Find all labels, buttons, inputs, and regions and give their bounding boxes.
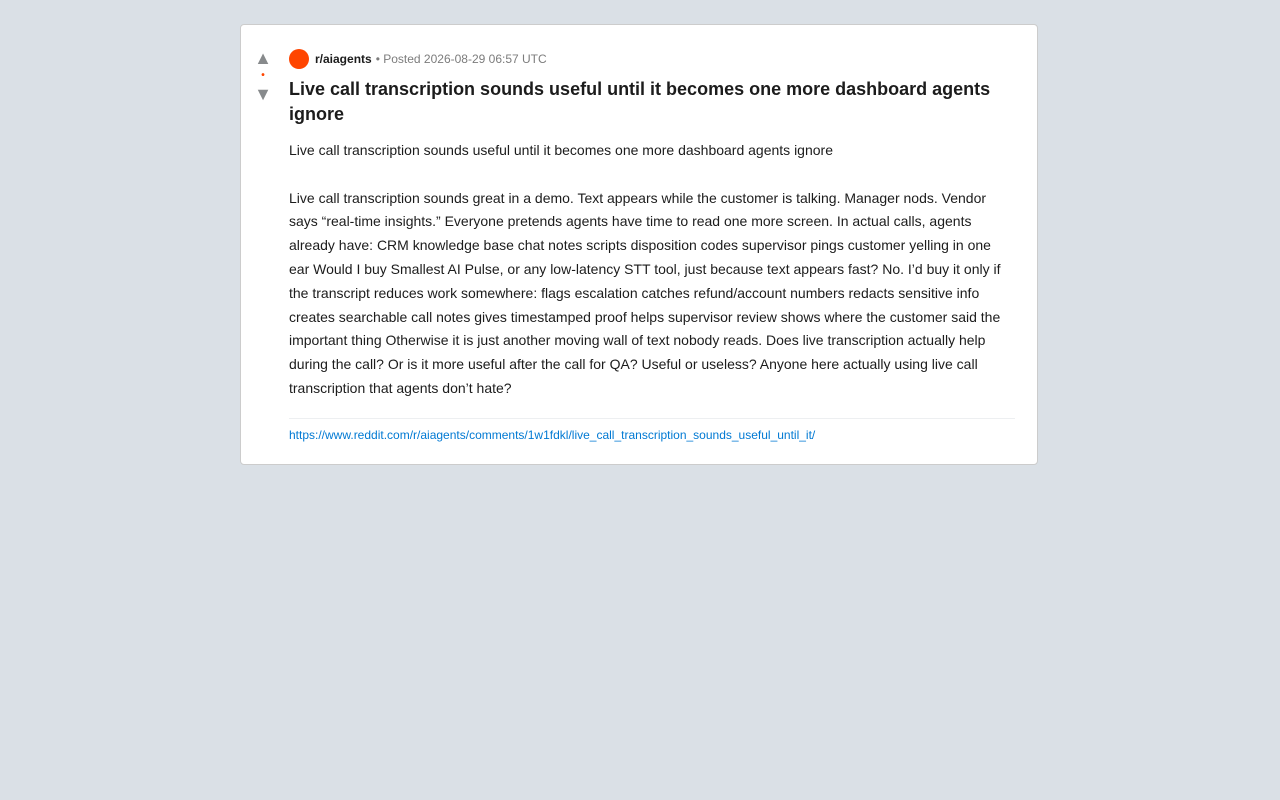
post-meta (289, 49, 1015, 69)
post-body: Live call transcription sounds useful until it becomes one more dashboard agents ignore Live call transcription sounds great in a demo. Text appears while the customer is talking. Manager nods. Vendor says “real-time insights.” Everyone pretends agents have time to read one more screen. In actual calls, agents already have: CRM knowledge base chat notes scripts disposition codes supervisor pings customer yelling in one ear Would I buy Smallest AI Pulse, or any low-latency STT tool, just because text appears fast? No. I’d buy it only if the transcript reduces work somewhere: flags escalation catches refund/account numbers redacts sensitive info creates searchable call notes gives timestamped proof helps supervisor review shows where the customer said the important thing Otherwise it is just another moving wall of text nobody reads. Does live transcription actually help during the call? Or is it more useful after the call for QA? Useful or useless? Anyone here actually using live call transcription that agents don’t hate? (289, 142, 1001, 396)
post-card (240, 24, 1038, 465)
subreddit-avatar[interactable] (289, 49, 309, 69)
vote-score: • (261, 70, 265, 81)
subreddit-link[interactable]: r/aiagents (315, 52, 372, 66)
divider (289, 418, 1015, 419)
post-title[interactable]: Live call transcription sounds useful until it becomes one more dashboard agents ignore (289, 79, 991, 124)
post-timestamp: • Posted 2026-08-29 06:57 UTC (375, 52, 547, 66)
post-content (289, 49, 1015, 444)
vote-column (241, 49, 285, 103)
post-permalink[interactable]: https://www.reddit.com/r/aiagents/comments/1w1fdkl/live_call_transcription_sounds_useful_until_it/ (289, 427, 816, 442)
upvote-arrow-icon[interactable]: ▲ (254, 48, 272, 68)
downvote-arrow-icon[interactable]: ▼ (254, 84, 272, 104)
